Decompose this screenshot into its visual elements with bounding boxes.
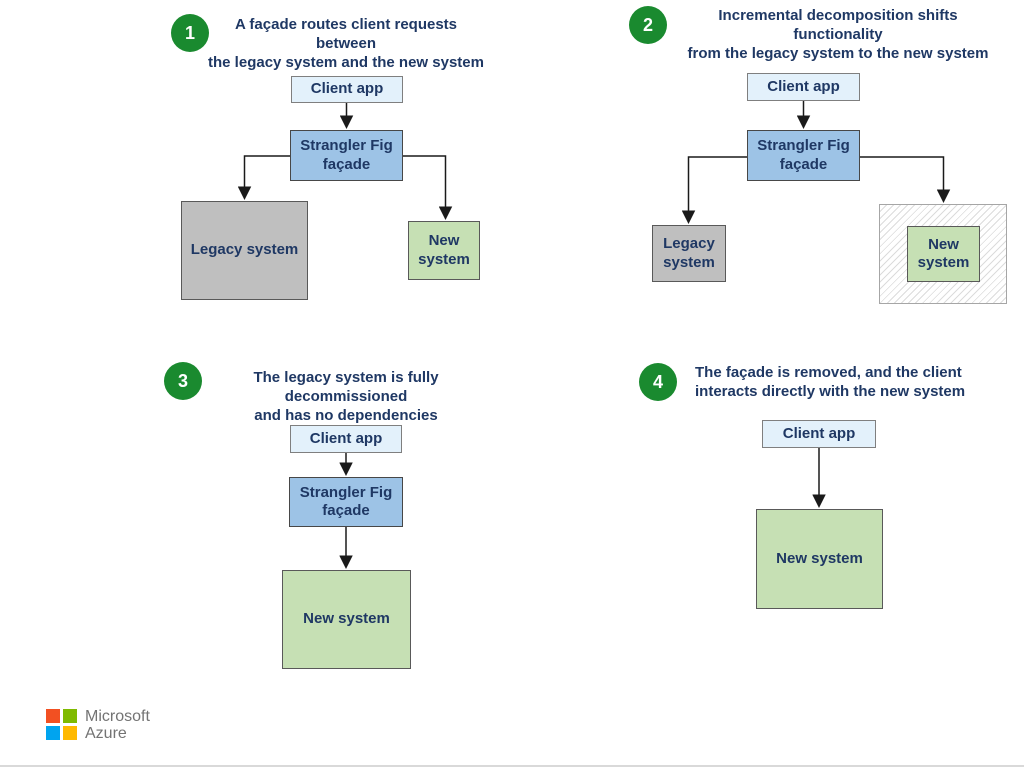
connector-step1-facade-to-new: [403, 156, 446, 218]
step4-client-app-node: Client app: [762, 420, 876, 448]
step1-client-app-node: Client app: [291, 76, 403, 103]
brand-line-azure: Azure: [85, 725, 127, 742]
footer-divider: [0, 765, 1024, 767]
microsoft-logo-icon: [46, 709, 77, 740]
brand-line-microsoft: Microsoft: [85, 708, 150, 725]
step-2-caption: [677, 6, 999, 63]
connector-step1-facade-to-legacy: [245, 156, 291, 198]
step-3-number: 3: [177, 370, 188, 391]
step3-client-app-node: Client app: [290, 425, 402, 453]
step3-new-system-node: New system: [282, 570, 411, 669]
microsoft-azure-brand: [46, 708, 150, 742]
step-3-caption-line-2: and has no dependencies: [254, 407, 438, 424]
ms-logo-square-green: [63, 709, 77, 723]
step-4-caption-line-1: The façade is removed, and the client: [695, 364, 962, 381]
step2-strangler-facade-node: Strangler Fig façade: [747, 130, 860, 181]
step-4-number: 4: [652, 371, 663, 392]
ms-logo-square-red: [46, 709, 60, 723]
step-3-caption: [196, 368, 496, 425]
step1-strangler-facade-node: Strangler Fig façade: [290, 130, 403, 181]
step4-new-system-node: New system: [756, 509, 883, 609]
step-4-caption: [695, 363, 995, 401]
step1-new-system-node: New system: [408, 221, 480, 280]
step1-legacy-system-node: Legacy system: [181, 201, 308, 300]
step-4-caption-line-2: interacts directly with the new system: [695, 383, 966, 400]
step-2-caption-line-1: Incremental decomposition shifts functionality: [718, 7, 958, 43]
step-1-number: 1: [184, 22, 195, 43]
step2-legacy-system-node: Legacy system: [652, 225, 726, 282]
brand-text: [85, 708, 150, 742]
step-1-caption-line-1: A façade routes client requests between: [234, 16, 458, 52]
step2-client-app-node: Client app: [747, 73, 860, 101]
step2-new-system-node: New system: [907, 226, 980, 282]
step-2-badge: [629, 6, 667, 44]
step-3-caption-line-1: The legacy system is fully decommissioned: [253, 369, 439, 405]
step-1-caption-line-2: the legacy system and the new system: [208, 54, 484, 71]
ms-logo-square-yellow: [63, 726, 77, 740]
step-2-number: 2: [642, 14, 653, 35]
step3-strangler-facade-node: Strangler Fig façade: [289, 477, 403, 527]
connector-step2-facade-to-legacy: [689, 157, 748, 222]
step-1-caption: [203, 15, 489, 72]
connector-step2-facade-to-new: [860, 157, 944, 201]
step-2-caption-line-2: from the legacy system to the new system: [687, 45, 989, 62]
step-4-badge: [639, 363, 677, 401]
ms-logo-square-blue: [46, 726, 60, 740]
